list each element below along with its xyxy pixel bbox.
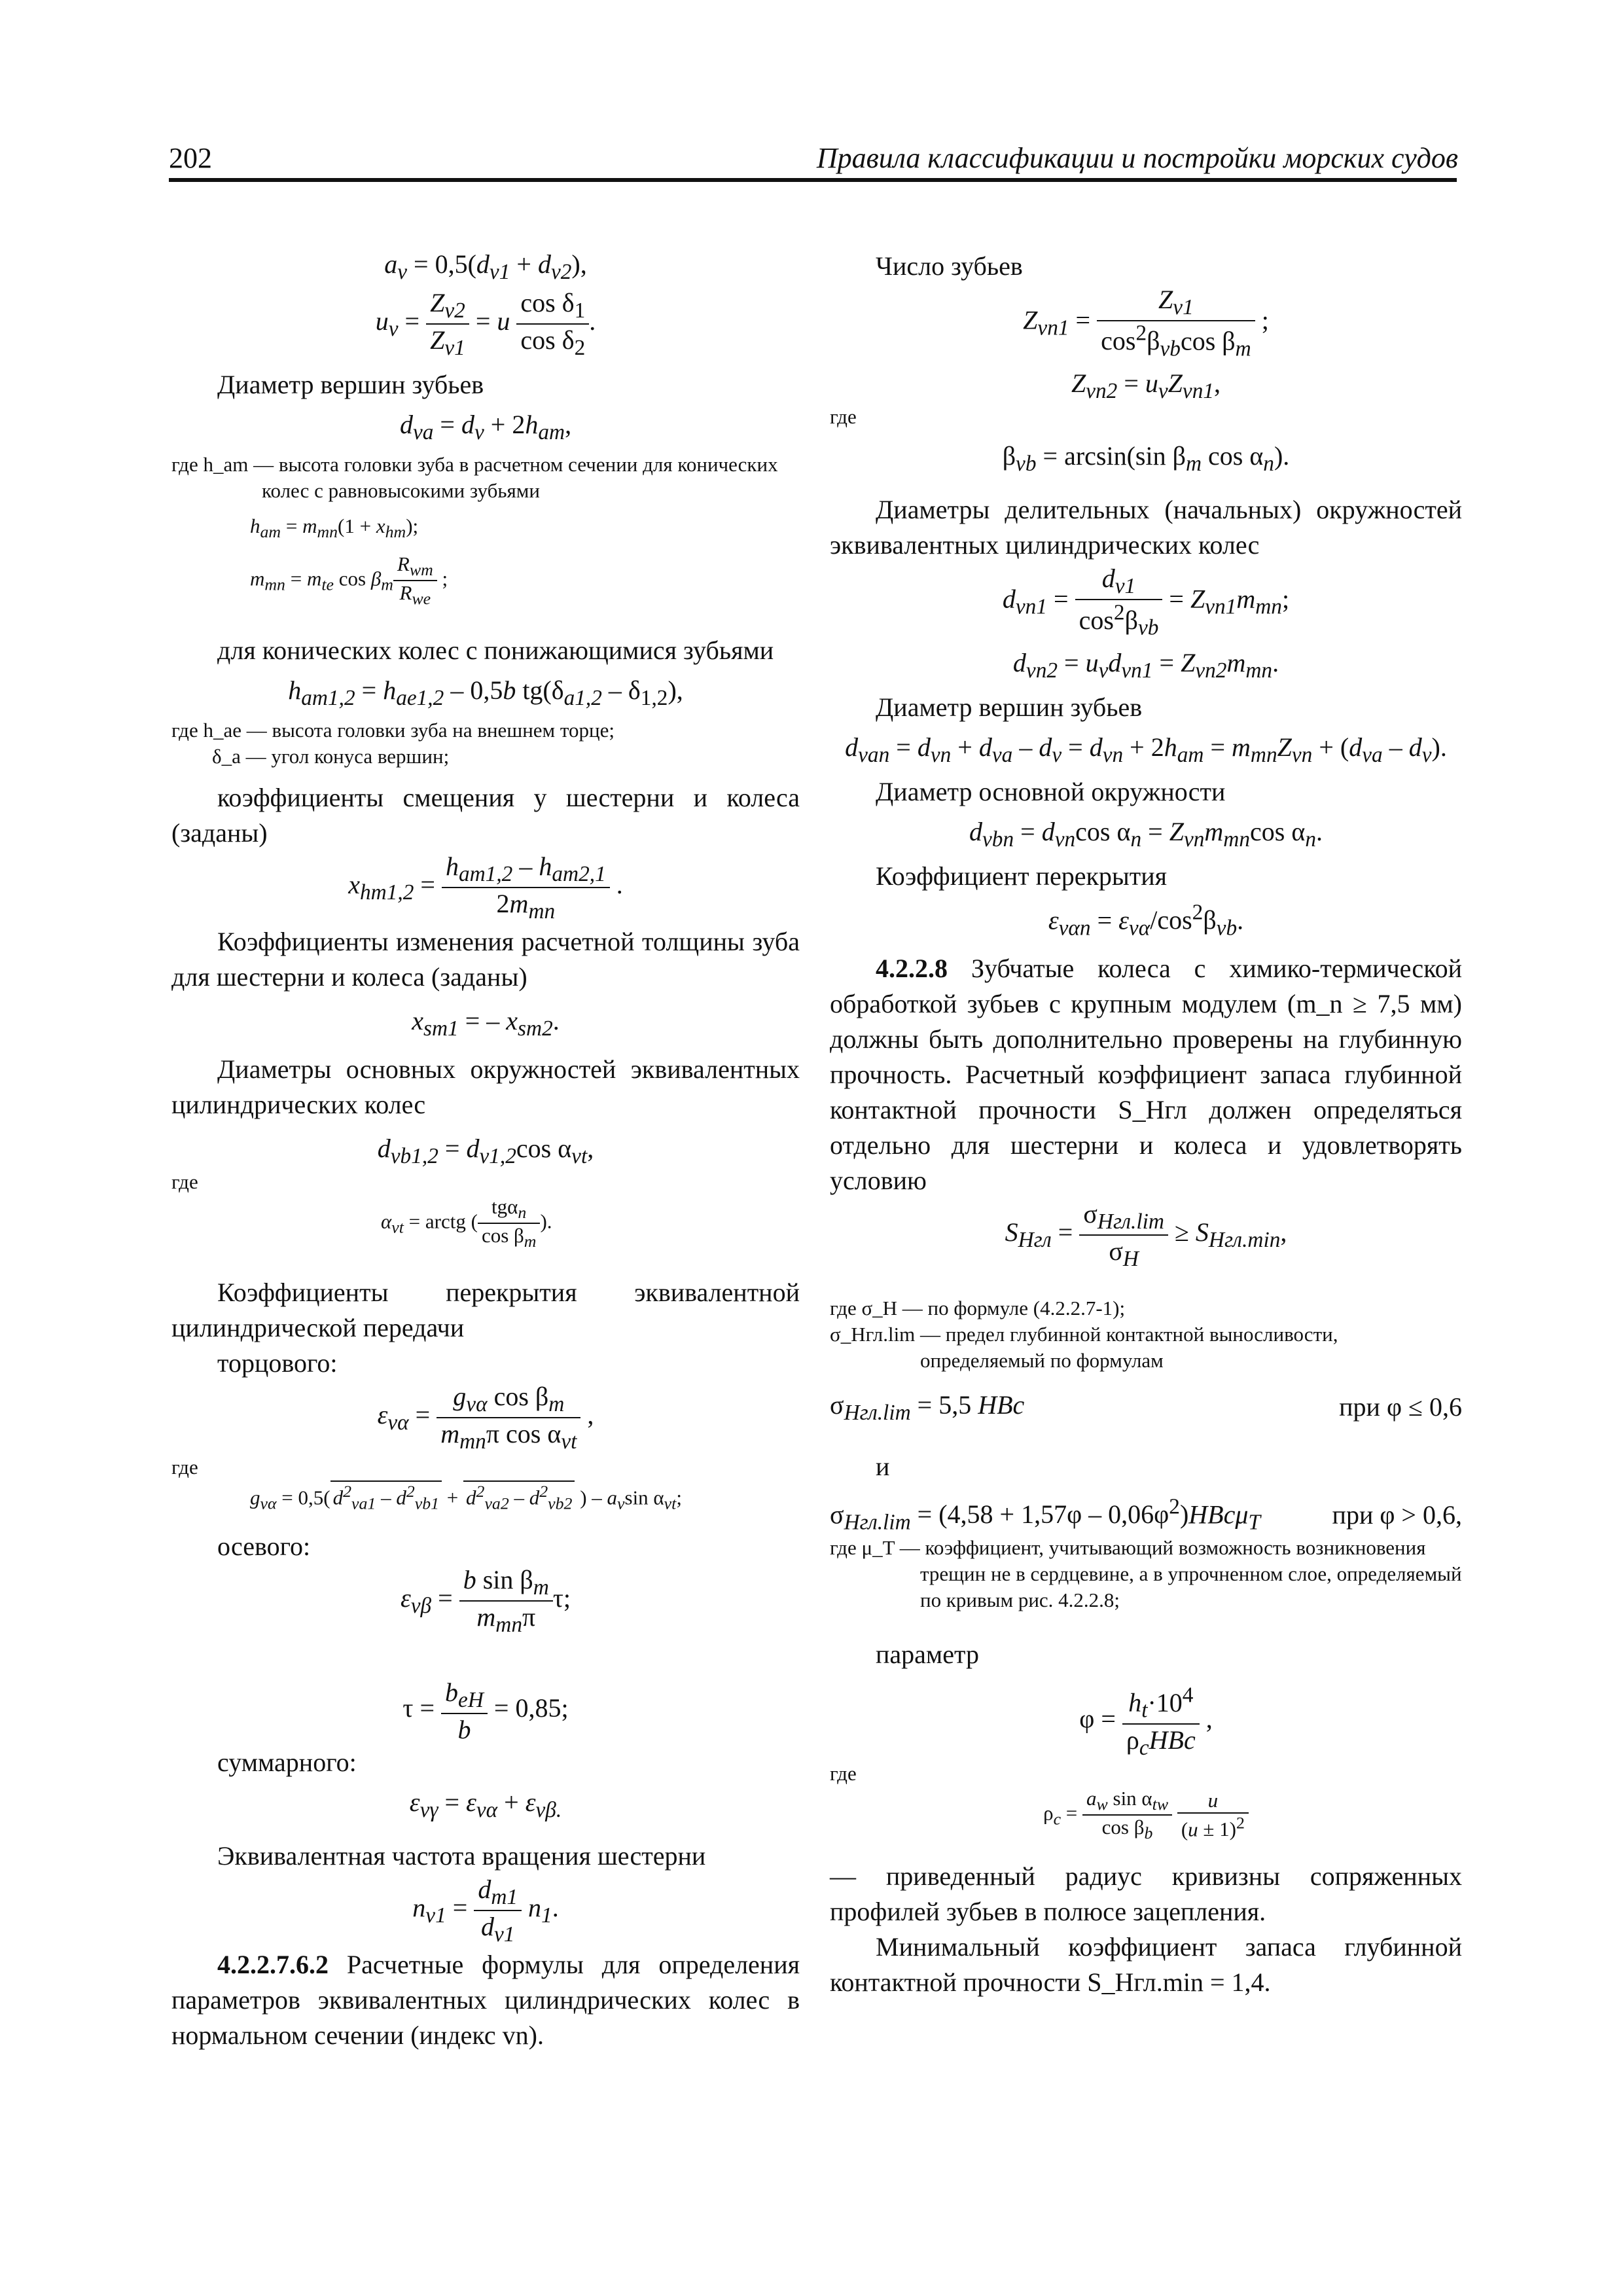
label-radius: — приведенный радиус кривизны сопряженных профилей зубьев в полюсе зацепления. bbox=[830, 1861, 1462, 1927]
label-diam-delit: Диаметры делительных (начальных) окружностей эквивалентных цилиндрических колес bbox=[830, 495, 1462, 560]
paragraph-4-2-2-8: 4.2.2.8 Зубчатые колеса с химико-термической обработкой зубьев с крупным модулем (m_n ≥ 7,5 мм) должны быть дополнительно проверены на глубинную прочность. Расчетный коэффициент запаса глубинной контактной прочности S_Hгл должен определяться отдельно для шестерни и колеса и удовлетворять условию bbox=[830, 953, 1462, 1195]
formula-sigma-lim-1: $\sigma_{Hгл.lim} = 5,5$ HBc при φ ≤ 0,6 bbox=[830, 1390, 1462, 1425]
formula-rho-c: $\rho_c$ = $\frac{a_w \sin \alpha_{tw}}{\cos \beta_b}$ $\frac{u}{(u \pm 1)^2}$ bbox=[830, 1787, 1462, 1843]
formula-nv1: $n_{v1}$ = $\frac{d_{m1}}{d_{v1}}$ $n_1$. bbox=[412, 1874, 559, 1947]
label-coef-shift: коэффициенты смещения у шестерни и колеса (заданы) bbox=[171, 782, 800, 848]
formula-zvn2: $Z_{vn2} = u_vZ_{vn1}$, bbox=[1071, 368, 1221, 404]
where-mu: где μ_T — коэффициент, учитывающий возможность возникновения трещин не в сердцевине, а в упрочненном слое, определяемый по кривым рис. 4.2.2.8; bbox=[830, 1536, 1462, 1612]
label-and: и bbox=[876, 1451, 890, 1481]
label-coef-perekr: Коэффициент перекрытия bbox=[876, 861, 1168, 891]
label-for-lowering: для конических колес с понижающимися зубьями bbox=[217, 635, 774, 665]
running-title: Правила классификации и постройки морских судов bbox=[816, 142, 1458, 174]
formula-dvbn: $d_{vbn} = d_{vn}\cos$ $\alpha_n = Z_{vn}m_{mn}\cos$ $\alpha_n$. bbox=[969, 816, 1323, 852]
formula-eps-van: $\varepsilon_{v\alpha n} = \varepsilon_{v\alpha}/\cos^2\beta_{vb}$. bbox=[1048, 900, 1244, 940]
formula-xsm: $x_{sm1}$ = – $x_{sm2}$. bbox=[412, 1005, 560, 1041]
where-hae: где h_ae — высота головки зуба на внешнем торце; bbox=[171, 718, 615, 742]
formula-tau: τ = $\frac{b_{eH}}{b}$ = 0,85; bbox=[402, 1677, 569, 1745]
formula-av: $a_v = 0,5(d_{v1} + d_{v2})$, bbox=[384, 249, 587, 284]
formula-dvn1: $d_{vn1}$ = $\frac{d_{v1}}{\cos^2\beta_{vb}}$ = $Z_{vn1}m_{mn}$; bbox=[1002, 564, 1290, 640]
formula-eps-vb: $\varepsilon_{v\beta}$ = $\frac{b \sin \beta_m}{m_{mn}\pi}$ τ; bbox=[400, 1565, 571, 1638]
gde-2: где bbox=[171, 1455, 198, 1479]
formula-uv: $u_v$ = $\frac{Z_{v2}}{Z_{v1}}$ = u $\frac{\cos \delta_1}{\cos \delta_2}$ . bbox=[375, 288, 596, 360]
label-diam-vershin-r: Диаметр вершин зубьев bbox=[876, 692, 1143, 722]
label-chislo-zubev: Число зубьев bbox=[876, 251, 1023, 281]
label-diam-osnov: Диаметр основной окружности bbox=[876, 776, 1226, 806]
formula-dvb: $d_{vb1,2} = d_{v1,2}\cos$ $\alpha_{vt}$, bbox=[377, 1133, 594, 1168]
formula-xhm: $x_{hm1,2}$ = $\frac{h_{am1,2} - h_{am2,1}}{2m_{mn}}$ . bbox=[348, 851, 623, 924]
label-min-coef: Минимальный коэффициент запаса глубинной контактной прочности S_Hгл.min = 1,4. bbox=[830, 1932, 1462, 1998]
formula-dvan: $d_{van} = d_{vn} + d_{va} - d_v = d_{vn} + 2h_{am} = m_{mn}Z_{vn} + (d_{va} - d_v)$. bbox=[845, 732, 1447, 767]
formula-beta-vb: $\beta_{vb} = \arcsin(\sin$ $\beta_m$ $\cos \alpha_n$). bbox=[1002, 441, 1290, 476]
label-osevogo: осевого: bbox=[217, 1532, 311, 1562]
label-summarnogo: суммарного: bbox=[217, 1748, 357, 1778]
label-diam-vershin: Диаметр вершин зубьев bbox=[217, 370, 484, 399]
formula-mmn: $m_{mn} = m_{te}$ $\cos \beta_m$ $\frac{R_{wm}}{R_{we}}$ ; bbox=[250, 552, 448, 609]
formula-alpha-vt: $\alpha_{vt}$ = arctg ( $\frac{tg\alpha_n}{\cos \beta_m}$ ). bbox=[381, 1194, 552, 1251]
where-ham: где h_am — высота головки зуба в расчетном сечении для конических колес с равновысокими зубьями bbox=[171, 453, 778, 502]
formula-zvn1: $Z_{vn1}$ = $\frac{Z_{v1}}{\cos^2\beta_{vb}\cos \beta_m}$ ; bbox=[1023, 285, 1269, 361]
where-delta-a: δ_a — угол конуса вершин; bbox=[212, 744, 450, 768]
formula-sh: $S_{Hгл}$ = $\frac{\sigma_{Hгл.lim}}{\sigma_H}$ ≥ $S_{Hгл.min}$, bbox=[1005, 1198, 1287, 1271]
gde-3: где bbox=[830, 405, 857, 429]
page-number: 202 bbox=[169, 142, 212, 174]
gde-4: где bbox=[830, 1761, 857, 1785]
label-equiv-freq: Эквивалентная частота вращения шестерни bbox=[217, 1841, 706, 1871]
label-tortsovogo: торцового: bbox=[217, 1348, 338, 1378]
formula-phi: φ = $\frac{h_t\cdot 10^4}{\rho_cHBc}$ , bbox=[1079, 1683, 1213, 1760]
gde-1: где bbox=[171, 1170, 198, 1193]
formula-ham: $h_{am} = m_{mn}(1 + x_{hm})$; bbox=[250, 514, 419, 542]
formula-dva: $d_{va} = d_v + 2h_{am}$, bbox=[399, 410, 572, 444]
formula-eps-va: $\varepsilon_{v\alpha}$ = $\frac{g_{v\alpha} \cos \beta_m}{m_{mn}\pi \cos \alpha_{vt}}$ , bbox=[377, 1381, 594, 1454]
label-parametr: параметр bbox=[876, 1640, 979, 1670]
label-diam-base: Диаметры основных окружностей эквивалентных цилиндрических колес bbox=[171, 1054, 800, 1119]
where-sigma-lim: σ_Hгл.lim — предел глубинной контактной выносливости, определяемый по формулам bbox=[830, 1322, 1338, 1372]
formula-ham12: $h_{am1,2} = h_{ae1,2} - 0,5b$ $tg(\delta_{a1,2} - \delta_{1,2})$, bbox=[288, 675, 683, 710]
formula-sigma-lim-2: $\sigma_{Hгл.lim} = (4,58 + 1,57\varphi - 0,06\varphi^2)HBc\mu_T$ при φ > 0,6, bbox=[830, 1494, 1462, 1535]
right-column bbox=[830, 249, 1462, 2000]
formula-eps-vg: $\varepsilon_{v\gamma} = \varepsilon_{v\alpha} + \varepsilon_{v\beta.}$ bbox=[409, 1787, 562, 1823]
header-rule bbox=[169, 178, 1457, 182]
formula-g-va: $g_{v\alpha} = 0,5$( $d^2_{va1} - d^2_{vb1} + d^2_{va2} - d^2_{vb2}$ ) – $a_v\sin$ $\alpha_{vt}$; bbox=[250, 1481, 682, 1513]
where-sigma-h: где σ_H — по формуле (4.2.2.7-1); bbox=[830, 1296, 1126, 1319]
label-coef-thickness: Коэффициенты изменения расчетной толщины зуба для шестерни и колеса (заданы) bbox=[171, 926, 800, 992]
label-coef-overlap: Коэффициенты перекрытия эквивалентной цилиндрической передачи bbox=[171, 1277, 800, 1342]
left-column bbox=[171, 249, 800, 2053]
formula-dvn2: $d_{vn2} = u_vd_{vn1} = Z_{vn2}m_{mn}$. bbox=[1012, 647, 1279, 683]
paragraph-4-2-2-7-6-2: 4.2.2.7.6.2 Расчетные формулы для определения параметров эквивалентных цилиндрических колес в нормальном сечении (индекс vn). bbox=[171, 1950, 800, 2051]
